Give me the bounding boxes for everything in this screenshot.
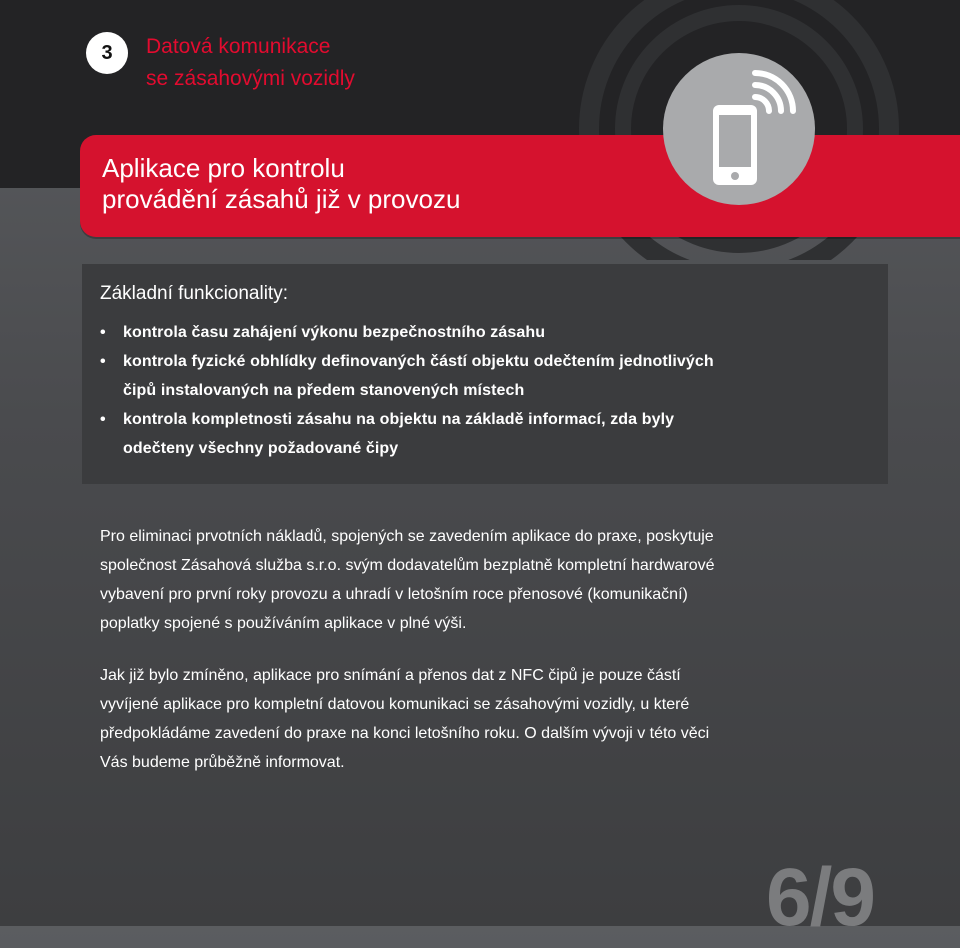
section-title-line-1: Datová komunikace: [146, 35, 331, 58]
page-title-line-1: Aplikace pro kontrolu: [102, 153, 345, 183]
list-item: [100, 405, 860, 463]
paragraph-line: Pro eliminaci prvotních nákladů, spojených se zavedením aplikace do praxe, poskytuje: [100, 528, 714, 545]
list-item-line-1: kontrola času zahájení výkonu bezpečnostního zásahu: [123, 324, 546, 341]
features-list: [100, 318, 860, 463]
page-number: 6/9: [766, 852, 874, 943]
paragraph-line: vyvíjené aplikace pro kompletní datovou komunikaci se zásahovými vozidly, u které: [100, 696, 690, 713]
list-item-line-2: čipů instalovaných na předem stanovených místech: [123, 382, 525, 399]
paragraph-line: Jak již bylo zmíněno, aplikace pro snímání a přenos dat z NFC čipů je pouze částí: [100, 667, 681, 684]
section-title: [146, 31, 355, 95]
paragraph-line: předpokládáme zavedení do praxe na konci letošního roku. O dalším vývoji v této věci: [100, 725, 710, 742]
bullet-icon: •: [100, 324, 106, 341]
paragraph-line: vybavení pro první roky provozu a uhradí v letošním roce přenosové (komunikační): [100, 586, 688, 603]
bullet-icon: •: [100, 411, 106, 428]
features-heading: Základní funkcionality:: [100, 283, 288, 304]
list-item-line-1: kontrola fyzické obhlídky definovaných částí objektu odečtením jednotlivých: [123, 353, 714, 370]
paragraph-line: Vás budeme průběžně informovat.: [100, 754, 345, 771]
list-item-line-2: odečteny všechny požadované čipy: [123, 440, 399, 457]
body-paragraph-2: [100, 661, 860, 777]
step-number-badge: 3: [86, 32, 128, 74]
smartphone-nfc-icon: [663, 53, 815, 205]
page-title: [102, 153, 460, 215]
list-item: [100, 347, 860, 405]
paragraph-line: společnost Zásahová služba s.r.o. svým dodavatelům bezplatně kompletní hardwarové: [100, 557, 715, 574]
page-title-line-2: provádění zásahů již v provozu: [102, 184, 461, 214]
paragraph-line: poplatky spojené s používáním aplikace v plné výši.: [100, 615, 467, 632]
section-title-line-2: se zásahovými vozidly: [146, 67, 355, 90]
bullet-icon: •: [100, 353, 106, 370]
phone-icon-badge: [663, 53, 815, 205]
list-item: [100, 318, 860, 347]
list-item-line-1: kontrola kompletnosti zásahu na objektu na základě informací, zda byly: [123, 411, 675, 428]
body-paragraph-1: [100, 522, 860, 638]
